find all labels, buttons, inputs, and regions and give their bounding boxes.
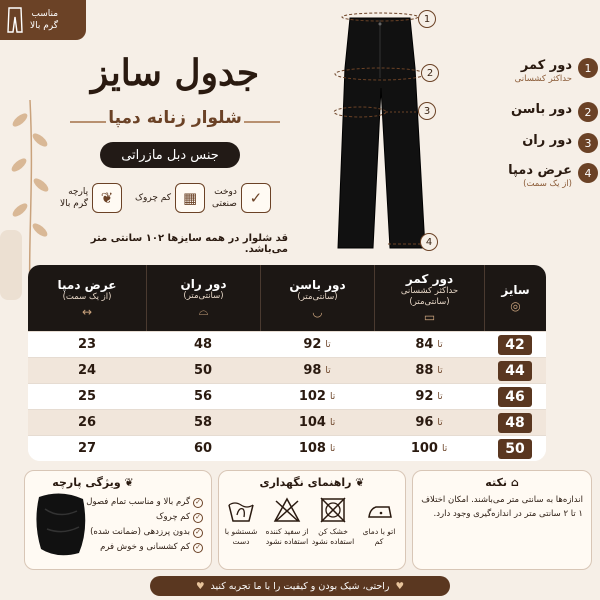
tape-measure-icon: ◎	[510, 299, 521, 313]
table-cell-hem	[28, 332, 146, 358]
legend-number: 1	[578, 58, 598, 78]
feature-warm-fabric	[60, 178, 122, 218]
table-cell-size	[484, 436, 546, 462]
badge-check-icon: ✓	[241, 183, 271, 213]
hand-wash-icon	[226, 495, 256, 525]
feature-label: گرم بالا	[60, 199, 89, 209]
table-cell-waist	[374, 410, 484, 436]
footer-text: راحتی، شیک بودن و کیفیت را با ما تجربه کنید	[210, 580, 390, 592]
cell-value: 92	[303, 337, 322, 352]
cell-value: 60	[193, 441, 213, 456]
care-label: استفاده نشود	[265, 537, 309, 546]
range-prefix: تا	[437, 365, 443, 376]
badge-line1: مناسب	[31, 9, 59, 19]
width-arrows-icon: ↔	[81, 304, 93, 319]
table-cell-waist	[374, 332, 484, 358]
range-prefix: تا	[441, 443, 448, 454]
cell-value: 23	[77, 337, 97, 352]
cell-value: 102	[298, 389, 326, 404]
header-title: عرض دمپا	[57, 277, 117, 292]
cell-value: 88	[415, 363, 434, 378]
cell-value: 50	[193, 363, 213, 378]
range-prefix: تا	[325, 365, 331, 376]
table-cell-size	[484, 384, 546, 410]
legend-number: 3	[578, 133, 598, 153]
table-cell-hip	[260, 410, 374, 436]
care-label: اتو با دمای	[362, 527, 396, 536]
size-table	[28, 265, 546, 461]
cell-value: 26	[77, 415, 97, 430]
range-prefix: تا	[325, 339, 331, 350]
cell-value: 27	[77, 441, 97, 456]
range-prefix: تا	[329, 391, 336, 402]
header-sub: (از یک سمت)	[62, 291, 112, 302]
marker-1: 1	[418, 10, 436, 28]
legend-sub: (از یک سمت)	[523, 179, 572, 189]
cell-value: 92	[415, 389, 434, 404]
cell-value: 24	[77, 363, 97, 378]
fabric-features-title	[25, 476, 161, 489]
note-panel	[412, 470, 592, 570]
waist-icon: ▭	[423, 310, 436, 324]
table-row	[28, 331, 546, 357]
table-row	[28, 409, 546, 435]
care-bleach	[265, 495, 309, 547]
table-cell-hip	[260, 436, 374, 462]
header-title: سایز	[501, 283, 530, 297]
note-text: اندازه‌ها به سانتی متر می‌باشند. امکان اختلاف ۱ تا ۲ سانتی متر در اندازه‌گیری وجود دارد.	[421, 495, 583, 519]
legend-waist	[470, 58, 598, 85]
header-sub: حداکثر کشسانی	[400, 286, 459, 296]
fabric-features-list	[85, 495, 203, 555]
no-bleach-icon	[272, 495, 302, 525]
marker-3: 3	[418, 102, 436, 120]
header-title: دور ران	[180, 277, 227, 291]
care-dryer	[311, 495, 355, 547]
header-title: دور باسن	[289, 277, 346, 292]
plant-decoration-icon	[0, 40, 60, 300]
header-sub: (سانتی‌متر)	[409, 297, 450, 307]
header-title: دور کمر	[405, 272, 454, 286]
heart-icon: ♥	[395, 580, 405, 592]
table-cell-waist	[374, 436, 484, 462]
care-label: از سفید کننده	[265, 527, 309, 536]
legend-number: 2	[578, 102, 598, 122]
header-thigh	[146, 265, 260, 331]
header-sub: (سانتی‌متر)	[183, 291, 224, 301]
check-icon: ✓	[193, 513, 203, 523]
marker-4: 4	[420, 233, 438, 251]
footer-banner	[150, 576, 450, 596]
table-cell-thigh	[146, 332, 260, 358]
check-icon: ✓	[193, 543, 203, 553]
table-cell-hip	[260, 384, 374, 410]
cell-value: 58	[193, 415, 213, 430]
table-cell-hem	[28, 384, 146, 410]
fabric-features-title-text: ویژگی پارچه	[52, 476, 121, 489]
cell-value: 48	[193, 337, 213, 352]
check-icon: ✓	[193, 498, 203, 508]
thigh-icon: ⌓	[198, 304, 209, 318]
range-prefix: تا	[437, 417, 443, 428]
table-cell-hem	[28, 410, 146, 436]
cell-value: 108	[298, 441, 326, 456]
size-label: 48	[498, 413, 532, 433]
feature-label: پارچه	[68, 187, 89, 197]
range-prefix: تا	[437, 391, 443, 402]
list-item	[85, 540, 203, 555]
range-prefix: تا	[437, 339, 443, 350]
care-panel	[218, 470, 406, 570]
feature-label: دوخت	[214, 187, 237, 197]
cell-value: 96	[415, 415, 434, 430]
size-label: 50	[498, 439, 532, 459]
size-label: 44	[498, 361, 532, 381]
legend-hem	[470, 163, 598, 190]
note-title-text: نکته	[485, 476, 507, 489]
table-row	[28, 357, 546, 383]
care-label: شستشو با	[224, 527, 258, 536]
marker-2: 2	[421, 64, 439, 82]
fabric-icon: ▦	[175, 183, 205, 213]
range-prefix: تا	[329, 417, 336, 428]
cell-value: 100	[410, 441, 438, 456]
list-item-text: گرم بالا و مناسب تمام فصول	[86, 497, 190, 507]
table-cell-size	[484, 410, 546, 436]
leaf-icon: ❦	[120, 476, 134, 489]
feature-label: کم چروک	[135, 193, 172, 203]
length-note: قد شلوار در همه سایزها ۱۰۲ سانتی متر می‌باشد.	[90, 233, 288, 255]
legend-title: دور ران	[522, 133, 572, 148]
table-cell-thigh	[146, 384, 260, 410]
badge-line2: گرم بالا	[30, 21, 59, 31]
care-iron	[357, 495, 401, 547]
care-title-text: راهنمای نگهداری	[259, 476, 352, 489]
hanger-icon: ⌂	[506, 476, 519, 489]
header-waist	[374, 265, 484, 331]
table-cell-hip	[260, 332, 374, 358]
feature-label: صنعتی	[212, 199, 237, 209]
heart-icon: ♥	[196, 580, 205, 592]
no-dryer-icon	[318, 495, 348, 525]
check-icon: ✓	[193, 528, 203, 538]
table-header	[28, 265, 546, 331]
care-label: خشک کن	[318, 527, 348, 536]
legend-hip	[470, 102, 598, 122]
range-prefix: تا	[329, 443, 336, 454]
care-handwash	[219, 495, 263, 547]
list-item-text: بدون پرزدهی (ضمانت شده)	[90, 527, 190, 537]
list-item	[85, 525, 203, 540]
pants-icon	[6, 7, 24, 33]
legend-thigh	[470, 133, 598, 153]
table-cell-hip	[260, 358, 374, 384]
iron-icon	[364, 495, 394, 525]
feature-low-wrinkle	[135, 178, 205, 218]
fabric-swatch-icon	[33, 489, 89, 559]
feature-industrial-sewing	[212, 178, 271, 218]
list-item	[85, 495, 203, 510]
cell-value: 25	[77, 389, 97, 404]
table-cell-thigh	[146, 410, 260, 436]
size-label: 42	[498, 335, 532, 355]
care-title	[219, 476, 405, 489]
header-sub: (سانتی‌متر)	[297, 291, 338, 302]
legend-sub: حداکثر کشسانی	[514, 74, 572, 84]
page-subtitle: شلوار زنانه دمپا	[108, 108, 242, 128]
legend-title: دور باسن	[510, 102, 572, 117]
cell-value: 98	[303, 363, 322, 378]
table-cell-thigh	[146, 436, 260, 462]
table-row	[28, 383, 546, 409]
table-cell-waist	[374, 384, 484, 410]
list-item-text: کم چروک	[155, 512, 190, 522]
table-row	[28, 435, 546, 461]
cell-value: 84	[415, 337, 434, 352]
size-label: 46	[498, 387, 532, 407]
header-hip	[260, 265, 374, 331]
table-cell-hem	[28, 436, 146, 462]
legend-title: دور کمر	[520, 58, 572, 73]
care-label: کم	[374, 537, 384, 546]
cell-value: 56	[193, 389, 213, 404]
header-size	[484, 265, 546, 331]
table-cell-thigh	[146, 358, 260, 384]
note-title	[413, 476, 591, 489]
care-label: دست	[232, 537, 250, 546]
table-cell-waist	[374, 358, 484, 384]
pants-illustration-icon	[325, 8, 435, 256]
top-badge	[0, 0, 86, 40]
leaf-icon: ❦	[92, 183, 122, 213]
leaf-icon: ❦	[351, 476, 365, 489]
header-hem	[28, 265, 146, 331]
list-item-text: کم کشسانی و خوش فرم	[100, 542, 190, 552]
legend-number: 4	[578, 163, 598, 183]
fabric-features-panel	[24, 470, 212, 570]
table-cell-size	[484, 358, 546, 384]
care-label: استفاده نشود	[311, 537, 355, 546]
table-cell-size	[484, 332, 546, 358]
page-title: جدول سایز	[90, 52, 260, 94]
cell-value: 104	[298, 415, 326, 430]
fabric-pill: جنس دبل مازراتی	[100, 142, 240, 168]
legend-title: عرض دمپا	[508, 163, 572, 178]
list-item	[85, 510, 203, 525]
hip-icon: ◡	[312, 304, 323, 319]
table-cell-hem	[28, 358, 146, 384]
